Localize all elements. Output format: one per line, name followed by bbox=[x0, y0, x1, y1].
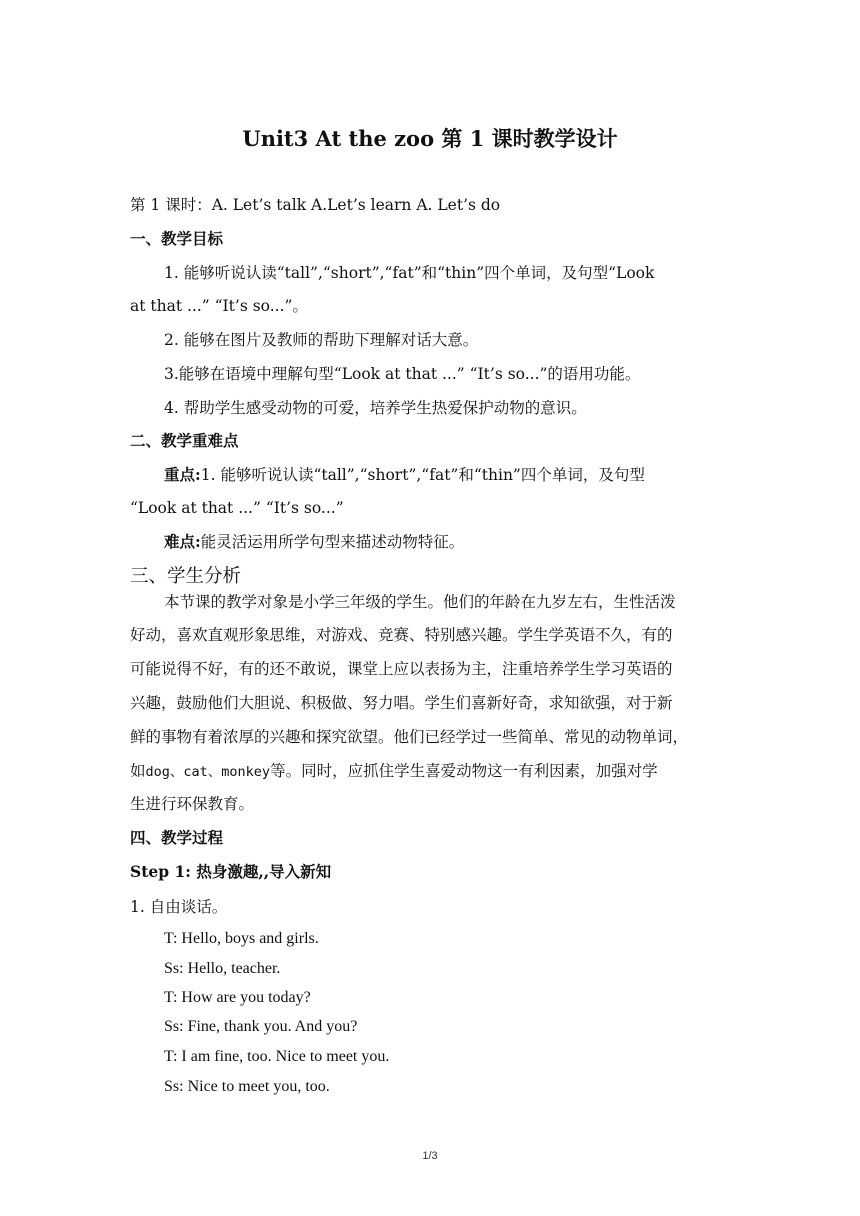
section-heading-key-points: 二、教学重难点 bbox=[130, 431, 239, 450]
analysis-line-6-suffix: 等。同时，应抓住学生喜爱动物这一有利因素，加强对学 bbox=[270, 762, 658, 780]
analysis-line-6-prefix: 如 bbox=[130, 762, 146, 780]
objective-3: 3.能够在语境中理解句型“Look at that ...” “It’s so...”的语用功能。 bbox=[164, 365, 641, 383]
key-point-text: 1. 能够听说认读“tall”,“short”,“fat”和“thin”四个单词，及句型 bbox=[200, 466, 645, 484]
objective-1-line-2: at that ...” “It’s so...”。 bbox=[130, 297, 308, 315]
key-point-line-2: “Look at that ...” “It’s so...” bbox=[130, 499, 344, 517]
analysis-line-3: 可能说得不好，有的还不敢说，课堂上应以表扬为主，注重培养学生学习英语的 bbox=[130, 660, 673, 678]
lesson-line: 第 1 课时：A. Let’s talk A.Let’s learn A. Let’s do bbox=[130, 196, 501, 214]
dialogue-line: T: How are you today? bbox=[164, 989, 311, 1006]
key-point-line-1 bbox=[164, 464, 645, 486]
document-title: Unit3 At the zoo 第 1 课时教学设计 bbox=[242, 126, 618, 151]
difficult-point-text: 能灵活运用所学句型来描述动物特征。 bbox=[200, 533, 465, 551]
analysis-line-6 bbox=[130, 760, 658, 783]
analysis-line-1: 本节课的教学对象是小学三年级的学生。他们的年龄在九岁左右，生性活泼 bbox=[164, 593, 676, 611]
dialogue-line: T: I am fine, too. Nice to meet you. bbox=[164, 1048, 390, 1065]
section-heading-objectives: 一、教学目标 bbox=[130, 229, 224, 248]
dialogue-line: Ss: Fine, thank you. And you? bbox=[164, 1018, 358, 1035]
analysis-line-4: 兴趣，鼓励他们大胆说、积极做、努力唱。学生们喜新好奇，求知欲强，对于新 bbox=[130, 694, 673, 712]
section-heading-student-analysis: 三、学生分析 bbox=[130, 566, 242, 587]
section-heading-process: 四、教学过程 bbox=[130, 828, 224, 847]
dialogue-line: T: Hello, boys and girls. bbox=[164, 930, 319, 947]
dialogue-line: Ss: Nice to meet you, too. bbox=[164, 1078, 330, 1095]
analysis-line-7: 生进行环保教育。 bbox=[130, 795, 255, 813]
free-talk-item: 1. 自由谈话。 bbox=[130, 898, 228, 916]
animal-words: dog、cat、monkey bbox=[145, 764, 271, 780]
page-number: 1/3 bbox=[422, 1150, 438, 1162]
key-point-label: 重点: bbox=[164, 465, 201, 484]
difficult-point-label: 难点: bbox=[164, 532, 201, 551]
analysis-line-5: 鲜的事物有着浓厚的兴趣和探究欲望。他们已经学过一些简单、常见的动物单词， bbox=[130, 728, 689, 746]
dialogue-line: Ss: Hello, teacher. bbox=[164, 960, 281, 977]
difficult-point bbox=[164, 531, 464, 553]
analysis-line-2: 好动，喜欢直观形象思维，对游戏、竞赛、特别感兴趣。学生学英语不久，有的 bbox=[130, 626, 673, 644]
objective-1-line-1: 1. 能够听说认读“tall”,“short”,“fat”和“thin”四个单词，及句型“Look bbox=[164, 264, 655, 282]
step-1-heading: Step 1: 热身激趣,,导入新知 bbox=[130, 862, 332, 881]
objective-4: 4. 帮助学生感受动物的可爱，培养学生热爱保护动物的意识。 bbox=[164, 399, 587, 417]
objective-2: 2. 能够在图片及教师的帮助下理解对话大意。 bbox=[164, 331, 479, 349]
